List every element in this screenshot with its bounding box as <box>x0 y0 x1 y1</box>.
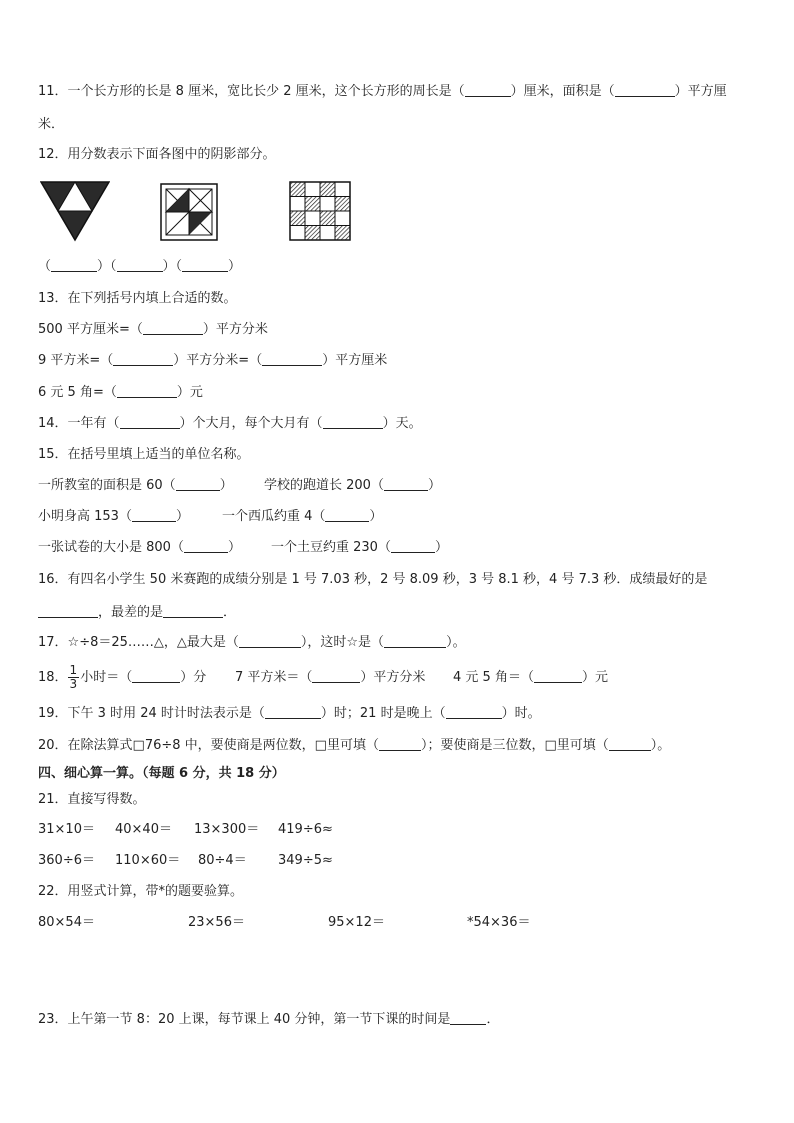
answer-blank[interactable] <box>323 415 383 429</box>
figure-square-diagonals <box>160 183 218 241</box>
answer-blank[interactable] <box>615 83 675 97</box>
q13-text: 13．在下列括号内填上合适的数。 <box>38 291 237 306</box>
q15-text: 15．在括号里填上适当的单位名称。 <box>38 447 250 462</box>
q12-answers: （ ）（ ）（ ） <box>38 259 242 274</box>
q21-item: 360÷6＝ <box>38 853 95 868</box>
q18-part2: 7 平方米＝（ ）平方分米 <box>235 670 426 685</box>
answer-blank[interactable] <box>609 737 651 751</box>
answer-blank[interactable] <box>132 669 180 683</box>
figure-grid <box>289 181 351 241</box>
q22-item: *54×36＝ <box>467 915 531 930</box>
q16-line1: 16．有四名小学生 50 米赛跑的成绩分别是 1 号 7.03 秒，2 号 8.09 秒，3 号 8.1 秒，4 号 7.3 秒．成绩最好的是 <box>38 572 708 587</box>
q11-line1: 11．一个长方形的长是 8 厘米，宽比长少 2 厘米，这个长方形的周长是（ ）厘米，面积是（ ）平方厘 <box>38 84 727 99</box>
answer-blank[interactable] <box>534 669 582 683</box>
q21-item: 13×300＝ <box>194 822 260 837</box>
q21-item: 110×60＝ <box>115 853 181 868</box>
q17: 17．☆÷8＝25……△，△最大是（ ），这时☆是（ ）。 <box>38 635 466 650</box>
q22-item: 80×54＝ <box>38 915 95 930</box>
q15-row2a: 小明身高 153（ ） <box>38 509 189 524</box>
q15-row1a: 一所教室的面积是 60（ ） <box>38 478 233 493</box>
q19: 19．下午 3 时用 24 时计时法表示是（ ）时；21 时是晚上（ ）时。 <box>38 706 541 721</box>
q12-text: 12．用分数表示下面各图中的阴影部分。 <box>38 147 276 162</box>
q21-item: 349÷5≈ <box>278 853 333 868</box>
section-4-heading: 四、细心算一算。（每题 6 分，共 18 分） <box>38 766 285 781</box>
q23: 23．上午第一节 8：20 上课，每节课上 40 分钟，第一节下课的时间是 ． <box>38 1012 500 1027</box>
q15-row3a: 一张试卷的大小是 800（ ） <box>38 540 241 555</box>
answer-blank[interactable] <box>176 477 220 491</box>
q13-line1: 500 平方厘米=（ ）平方分米 <box>38 322 268 337</box>
q15-row2b: 一个西瓜约重 4（ ） <box>222 509 383 524</box>
answer-blank[interactable] <box>38 604 98 618</box>
q14: 14．一年有（ ）个大月，每个大月有（ ）天。 <box>38 416 422 431</box>
fraction-one-third: $\frac{1}{3}$ <box>69 663 78 691</box>
answer-blank[interactable] <box>117 258 163 272</box>
answer-blank[interactable] <box>391 539 435 553</box>
answer-blank[interactable] <box>117 384 177 398</box>
answer-blank[interactable] <box>132 508 176 522</box>
answer-blank[interactable] <box>120 415 180 429</box>
q21-item: 31×10＝ <box>38 822 95 837</box>
answer-blank[interactable] <box>182 258 228 272</box>
answer-blank[interactable] <box>450 1011 486 1025</box>
q18-part3: 4 元 5 角＝（ ）元 <box>453 670 608 685</box>
q13-line2: 9 平方米=（ ）平方分米=（ ）平方厘米 <box>38 353 388 368</box>
q11-line2: 米． <box>38 117 65 132</box>
answer-blank[interactable] <box>239 634 301 648</box>
answer-blank[interactable] <box>384 634 446 648</box>
q15-row1b: 学校的跑道长 200（ ） <box>264 478 441 493</box>
q22-text: 22．用竖式计算，带*的题要验算。 <box>38 884 244 899</box>
answer-blank[interactable] <box>51 258 97 272</box>
q22-item: 23×56＝ <box>188 915 245 930</box>
answer-blank[interactable] <box>113 352 173 366</box>
answer-blank[interactable] <box>379 737 421 751</box>
q16-line2: ，最差的是 ． <box>38 604 236 622</box>
q21-text: 21．直接写得数。 <box>38 792 146 807</box>
answer-blank[interactable] <box>184 539 228 553</box>
q21-item: 80÷4＝ <box>198 853 247 868</box>
answer-blank[interactable] <box>446 705 502 719</box>
answer-blank[interactable] <box>265 705 321 719</box>
answer-blank[interactable] <box>163 604 223 618</box>
answer-blank[interactable] <box>384 477 428 491</box>
q21-item: 40×40＝ <box>115 822 172 837</box>
q15-row3b: 一个土豆约重 230（ ） <box>271 540 448 555</box>
q13-line3: 6 元 5 角=（ ）元 <box>38 385 203 400</box>
q22-item: 95×12＝ <box>328 915 385 930</box>
answer-blank[interactable] <box>465 83 511 97</box>
answer-blank[interactable] <box>262 352 322 366</box>
answer-blank[interactable] <box>312 669 360 683</box>
answer-blank[interactable] <box>143 321 203 335</box>
q20: 20．在除法算式□76÷8 中，要使商是两位数，□里可填（ ）；要使商是三位数，□里可填（ ）。 <box>38 738 671 753</box>
q21-item: 419÷6≈ <box>278 822 333 837</box>
figure-triangle <box>40 180 110 242</box>
answer-blank[interactable] <box>325 508 369 522</box>
q18: 18． $\frac{1}{3}$ 小时＝（ ）分 <box>38 663 207 691</box>
